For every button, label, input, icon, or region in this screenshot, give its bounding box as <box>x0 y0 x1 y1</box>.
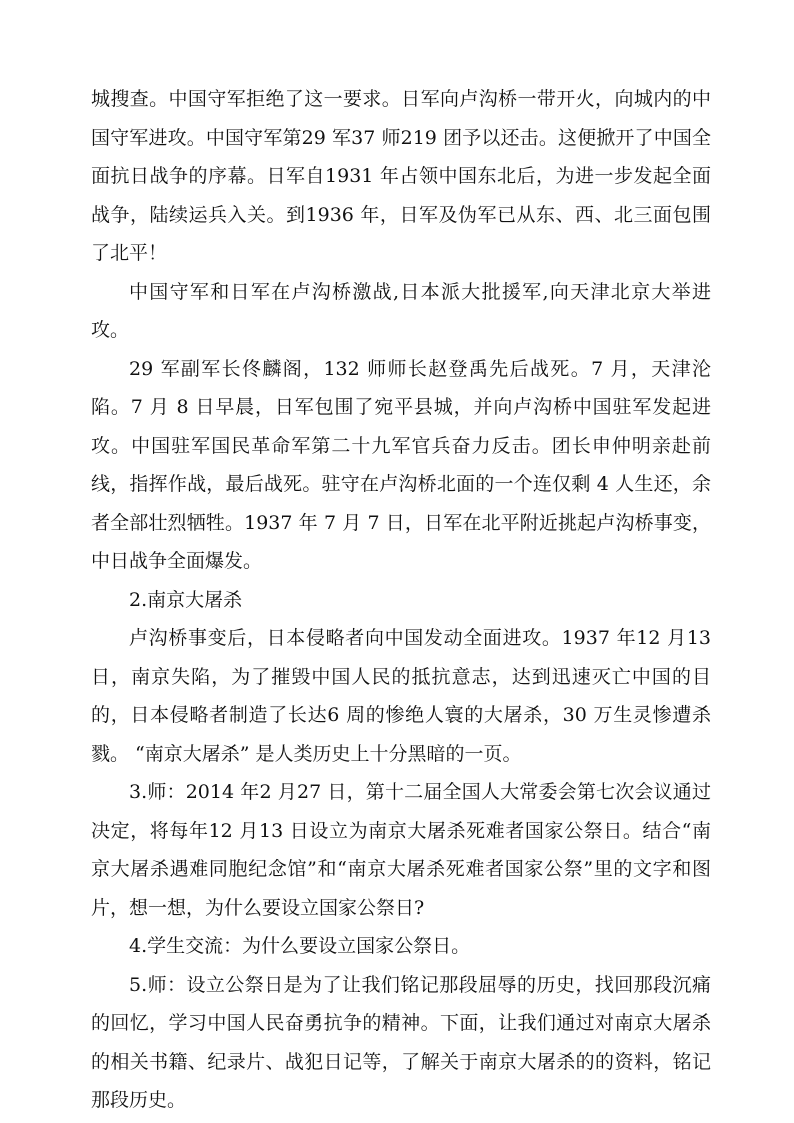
section-heading-nanjing-massacre: 2.南京大屠杀 <box>129 588 243 611</box>
document-body <box>91 80 711 1120</box>
paragraph-student-discussion: 4.学生交流：为什么要设立国家公祭日。 <box>129 935 471 957</box>
paragraph-lugou-bridge-battle: 中国守军和日军在卢沟桥激战,日本派大批援军,向天津北京大举进攻。 <box>91 280 711 341</box>
paragraph-memorial-day-question: 3.师：2014 年2 月27 日，第十二届全国人大常委会第七次会议通过决定，将每年12 月13 日设立为南京大屠杀死难者国家公祭日。结合“南京大屠杀遇难同胞纪念馆”和“南京大屠杀死难者国家公祭”里的文字和图片，想一想，为什么要设立国家公祭日? <box>91 781 711 919</box>
paragraph-teacher-summary: 5.师：设立公祭日是为了让我们铭记那段屈辱的历史，找回那段沉痛的回忆，学习中国人民奋勇抗争的精神。下面，让我们通过对南京大屠杀的相关书籍、纪录片、战犯日记等，了解关于南京大屠杀的的资料，铭记那段历史。 <box>91 973 711 1111</box>
paragraph-29th-army-resistance: 29 军副军长佟麟阁，132 师师长赵登禹先后战死。7 月，天津沦陷。7 月 8 日早晨，日军包围了宛平县城，并向卢沟桥中国驻军发起进攻。中国驻军国民革命军第二十九军官兵奋力反击。团长申仲明亲赴前线，指挥作战，最后战死。驻守在卢沟桥北面的一个连仅剩 4 人生还，余者全部壮烈牺牲。1937 年 7 月 7 日，日军在北平附近挑起卢沟桥事变，中日战争全面爆发。 <box>91 357 711 572</box>
paragraph-marco-polo-bridge-background: 城搜查。中国守军拒绝了这一要求。日军向卢沟桥一带开火，向城内的中国守军进攻。中国守军第29 军37 师219 团予以还击。这便掀开了中国全面抗日战争的序幕。日军自1931 年占领中国东北后，为进一步发起全面战争，陆续运兵入关。到1936 年，日军及伪军已从东、西、北三面包围了北平！ <box>91 88 711 264</box>
paragraph-nanjing-massacre: 卢沟桥事变后，日本侵略者向中国发动全面进攻。1937 年12 月13 日，南京失陷，为了摧毁中国人民的抵抗意志，达到迅速灭亡中国的目的，日本侵略者制造了长达6 周的惨绝人寰的大屠杀，30 万生灵惨遭杀戮。 “南京大屠杀” 是人类历史上十分黑暗的一页。 <box>91 627 711 765</box>
